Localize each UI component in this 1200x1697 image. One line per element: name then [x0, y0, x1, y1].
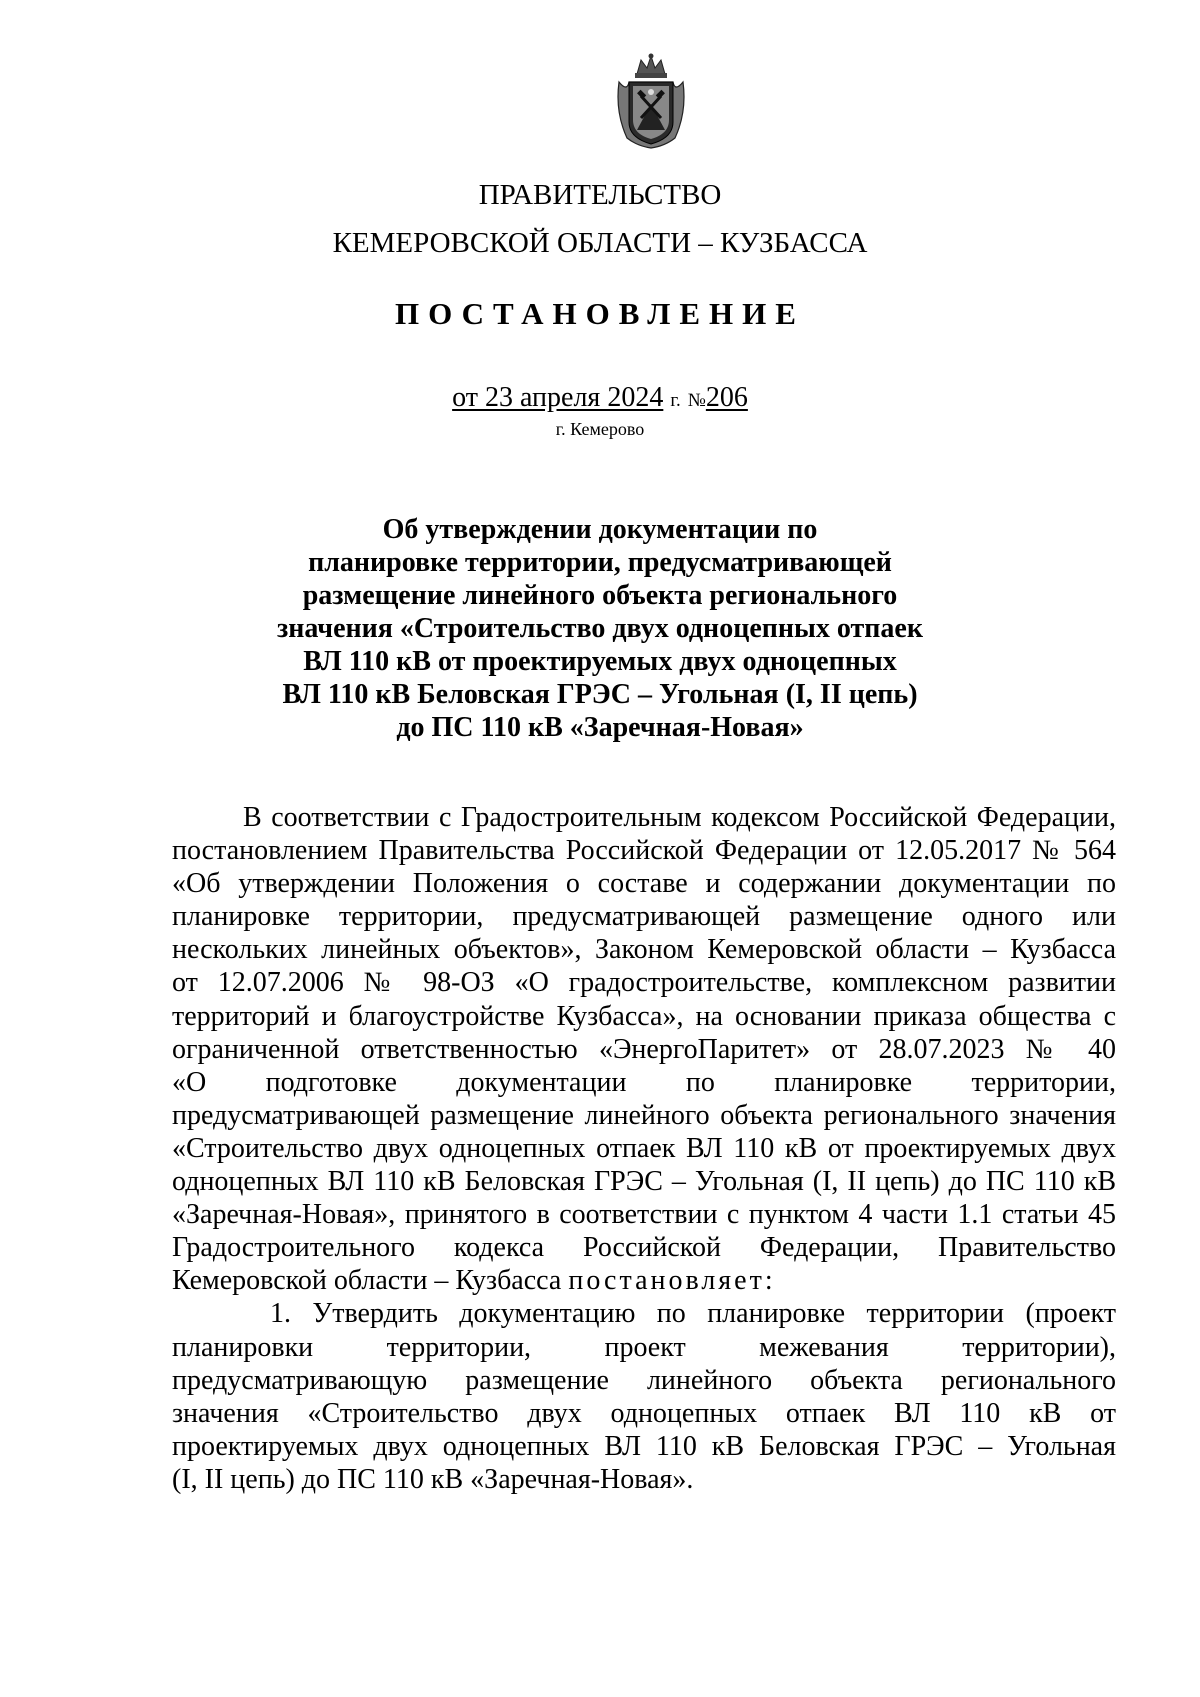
body-closing-text: Кемеровской области – Кузбасса [172, 1265, 569, 1297]
item-line: значения «Строительство двух одноцепных отпаек ВЛ 110 кВ от [172, 1397, 1116, 1429]
title-line: до ПС 110 кВ «Заречная-Новая» [396, 712, 804, 743]
body-line: «Заречная-Новая», принятого в соответствии с пунктом 4 части 1.1 статьи 45 [172, 1199, 1116, 1231]
item-line: предусматривающую размещение линейного объекта регионального [172, 1364, 1116, 1396]
document-type-heading: ПОСТАНОВЛЕНИЕ [395, 296, 805, 331]
body-line: «О подготовке документации по планировке территории, [172, 1066, 1116, 1098]
document-title [240, 513, 960, 744]
title-line: размещение линейного объекта регионального [302, 580, 898, 611]
item-line: (I, II цепь) до ПС 110 кВ «Заречная-Новая». [172, 1463, 694, 1495]
number-sign: № [687, 390, 706, 411]
body-line: постановлением Правительства Российской Федерации от 12.05.2017 № 564 [172, 835, 1116, 867]
government-name-line-1: ПРАВИТЕЛЬСТВО [478, 179, 722, 211]
body-line: «Строительство двух одноцепных отпаек ВЛ 110 кВ от проектируемых двух [172, 1132, 1116, 1164]
government-name-line-2: КЕМЕРОВСКОЙ ОБЛАСТИ – КУЗБАССА [332, 227, 868, 259]
item-line: проектируемых двух одноцепных ВЛ 110 кВ Беловская ГРЭС – Угольная [172, 1430, 1116, 1462]
body-line: В соответствии с Градостроительным кодексом Российской Федерации, [243, 802, 1116, 833]
document-date: от 23 апреля 2024 [452, 382, 664, 413]
body-line: планировке территории, предусматривающей размещение одного или [172, 901, 1116, 933]
body-line: предусматривающей размещение линейного объекта регионального значения [172, 1099, 1116, 1131]
title-line: ВЛ 110 кВ от проектируемых двух одноцепных [303, 646, 897, 677]
body-line: одноцепных ВЛ 110 кВ Беловская ГРЭС – Угольная (I, II цепь) до ПС 110 кВ [172, 1166, 1116, 1198]
document-number: 206 [705, 382, 748, 413]
body-line: ограниченной ответственностью «ЭнергоПаритет» от 28.07.2023 № 40 [172, 1033, 1116, 1065]
body-line: территорий и благоустройстве Кузбасса», на основании приказа общества с [172, 1000, 1116, 1032]
body-line: нескольких линейных объектов», Законом Кемеровской области – Кузбасса [172, 934, 1116, 966]
date-number-line [0, 382, 1200, 417]
title-line: планировке территории, предусматривающей [308, 547, 892, 578]
item-line: 1. Утвердить документацию по планировке территории (проект [270, 1298, 1116, 1330]
city-label: г. Кемерово [555, 419, 645, 439]
body-closing-line [172, 1264, 1116, 1297]
coat-of-arms-icon [613, 52, 689, 150]
title-line: Об утверждении документации по [382, 514, 818, 545]
year-suffix: г. [670, 390, 681, 411]
body-line: «Об утверждении Положения о составе и содержании документации по [172, 868, 1116, 900]
document-body [172, 801, 1116, 1496]
body-line: от 12.07.2006 № 98-ОЗ «О градостроительстве, комплексном развитии [172, 967, 1116, 999]
title-line: ВЛ 110 кВ Беловская ГРЭС – Угольная (I, II цепь) [282, 679, 918, 710]
resolves-word: постановляет: [568, 1265, 776, 1297]
item-line: планировки территории, проект межевания территории), [172, 1331, 1116, 1363]
body-line: Градостроительного кодекса Российской Федерации, Правительство [172, 1232, 1116, 1264]
title-line: значения «Строительство двух одноцепных отпаек [277, 613, 923, 644]
